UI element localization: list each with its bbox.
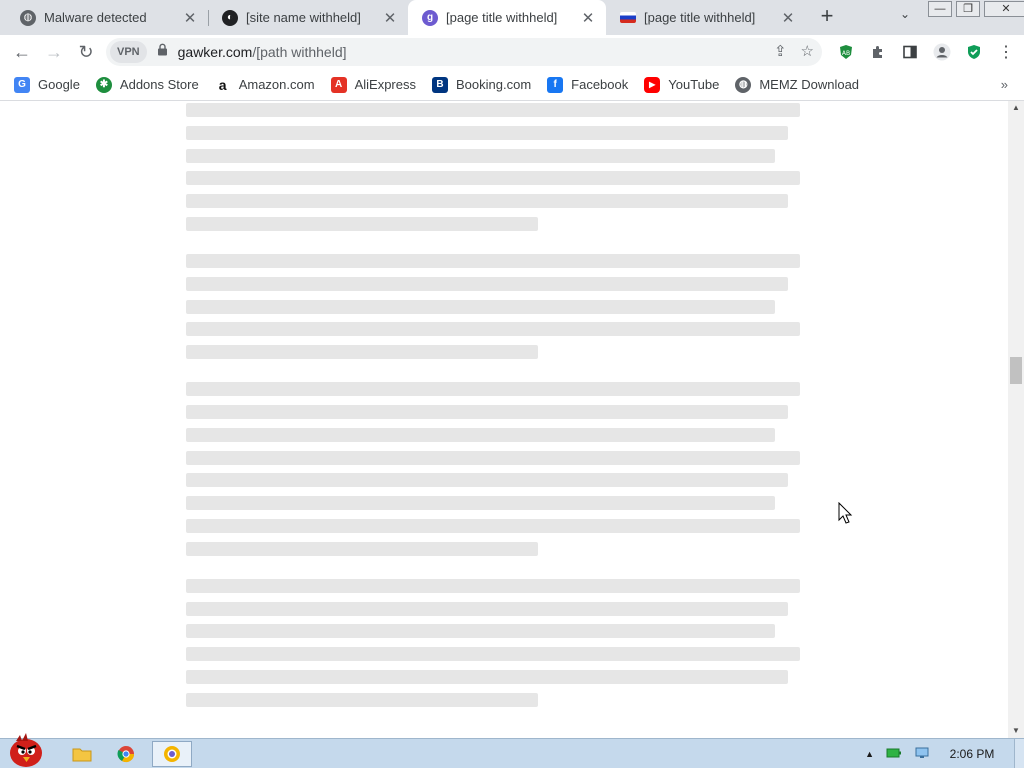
extensions-puzzle-icon[interactable] (866, 38, 890, 66)
bookmarks-bar (0, 69, 1024, 101)
bookmark-label: Facebook (571, 77, 629, 92)
battery-icon[interactable] (886, 747, 902, 762)
text-line-placeholder (186, 542, 538, 556)
youtube-icon: ▶ (644, 77, 660, 93)
scrollbar-thumb[interactable] (1010, 357, 1022, 384)
bookmark-label: Addons Store (119, 77, 199, 92)
text-line-placeholder (186, 217, 538, 231)
addons-icon: ✱ (96, 77, 112, 93)
profile-avatar-icon[interactable] (930, 38, 954, 66)
facebook-icon: f (547, 77, 563, 93)
chrome-icon[interactable] (106, 741, 146, 767)
bookmark-aliexpress[interactable] (331, 77, 416, 93)
text-line-placeholder (186, 602, 788, 616)
tab-4[interactable] (606, 0, 806, 35)
tab-title: [page title withheld] (446, 10, 558, 25)
bookmark-google[interactable] (14, 77, 80, 93)
browser-taskbar-button[interactable] (152, 741, 192, 767)
bookmark-label: YouTube (668, 77, 720, 92)
text-line-placeholder (186, 345, 538, 359)
bookmark-label: Booking.com (456, 77, 532, 92)
bookmark-star-icon[interactable]: ☆ (800, 43, 814, 60)
tab-active[interactable] (408, 0, 606, 35)
text-line-placeholder (186, 300, 775, 314)
reload-button[interactable]: ↻ (78, 41, 94, 62)
clock[interactable]: 2:06 PM (949, 747, 995, 761)
article-paragraph-placeholder (186, 579, 826, 707)
tab-close-icon[interactable]: ✕ (581, 9, 595, 27)
text-line-placeholder (186, 194, 788, 208)
article-paragraph-placeholder (186, 103, 826, 231)
text-line-placeholder (186, 693, 538, 707)
text-line-placeholder (186, 473, 788, 487)
text-line-placeholder (186, 519, 800, 533)
share-icon[interactable]: ⇪ (773, 43, 787, 60)
booking-icon: B (432, 77, 448, 93)
article-body (186, 101, 826, 730)
back-button[interactable]: ← (13, 41, 31, 62)
url-text[interactable] (178, 44, 347, 60)
bookmark-label: Google (38, 77, 80, 92)
bookmark-label: Amazon.com (238, 77, 315, 92)
scroll-down-arrow[interactable]: ▼ (1012, 726, 1020, 735)
url-host: gawker.com (177, 44, 253, 60)
text-line-placeholder (186, 277, 788, 291)
bookmark-facebook[interactable] (547, 77, 628, 93)
tab-search-button[interactable]: ⌄ (899, 7, 911, 21)
show-desktop-button[interactable] (1014, 739, 1024, 768)
lock-icon[interactable] (157, 43, 168, 61)
close-window-button[interactable]: ✕ (984, 1, 1024, 17)
tab-close-icon[interactable]: ✕ (781, 9, 795, 27)
article-paragraph-placeholder (186, 254, 826, 359)
omnibox-actions (774, 42, 814, 60)
start-button-bird-icon[interactable] (2, 731, 50, 768)
tab-close-icon[interactable]: ✕ (383, 9, 397, 27)
url-path: /[path withheld] (252, 44, 347, 60)
vpn-badge[interactable]: VPN (110, 41, 147, 63)
side-panel-icon[interactable] (898, 38, 922, 66)
text-line-placeholder (186, 254, 800, 268)
flag-icon (620, 12, 636, 23)
bookmark-addons-store[interactable] (96, 77, 199, 93)
text-line-placeholder (186, 451, 800, 465)
mouse-cursor-icon (838, 502, 854, 531)
vertical-scrollbar[interactable] (1008, 101, 1024, 738)
tab-title: Malware detected (44, 10, 147, 25)
browser-toolbar (0, 35, 1024, 69)
bookmark-memz-download[interactable] (735, 77, 859, 93)
bookmarks-overflow-button[interactable]: » (1000, 77, 1008, 92)
text-line-placeholder (186, 405, 788, 419)
text-line-placeholder (186, 103, 800, 117)
restore-button[interactable]: ❐ (956, 1, 980, 17)
shield-extension-icon[interactable] (962, 38, 986, 66)
address-bar[interactable] (106, 38, 822, 66)
article-paragraph-placeholder (186, 382, 826, 556)
tab-2[interactable] (208, 0, 408, 35)
adblock-extension-icon[interactable] (834, 38, 858, 66)
text-line-placeholder (186, 647, 800, 661)
text-line-placeholder (186, 171, 800, 185)
browser-menu-icon[interactable]: ⋮ (998, 44, 1014, 61)
amazon-icon: a (215, 77, 231, 93)
system-tray (859, 739, 1024, 768)
page-viewport (0, 101, 1008, 738)
bookmark-label: AliExpress (354, 77, 416, 92)
globe-icon: ◐ (222, 10, 238, 26)
text-line-placeholder (186, 579, 800, 593)
bookmark-label: MEMZ Download (759, 77, 860, 92)
globe-icon: ◍ (20, 10, 36, 26)
gawker-icon: g (422, 10, 438, 26)
tab-malware-detected[interactable] (6, 0, 208, 35)
text-line-placeholder (186, 496, 775, 510)
extensions-area (834, 38, 1018, 66)
new-tab-button[interactable]: + (820, 3, 834, 28)
window-controls (928, 1, 1024, 17)
text-line-placeholder (186, 382, 800, 396)
text-line-placeholder (186, 322, 800, 336)
bookmark-booking[interactable] (432, 77, 531, 93)
tab-title: [page title withheld] (644, 10, 756, 25)
tab-strip (0, 0, 1024, 35)
svg-text:AB: AB (841, 50, 851, 57)
file-explorer-icon[interactable] (62, 741, 102, 767)
tab-close-icon[interactable]: ✕ (183, 9, 197, 27)
bookmark-amazon[interactable] (215, 77, 315, 93)
text-line-placeholder (186, 149, 775, 163)
network-icon[interactable] (914, 747, 930, 762)
aliexpress-icon: A (331, 77, 347, 93)
text-line-placeholder (186, 670, 788, 684)
google-icon: G (14, 77, 30, 93)
tab-title: [site name withheld] (246, 10, 361, 25)
minimize-button[interactable]: — (928, 1, 952, 17)
text-line-placeholder (186, 126, 788, 140)
forward-button[interactable]: → (45, 41, 63, 62)
scroll-up-arrow[interactable]: ▲ (1012, 103, 1020, 112)
bookmark-youtube[interactable] (644, 77, 719, 93)
tray-expand-icon[interactable]: ▲ (865, 749, 874, 759)
text-line-placeholder (186, 428, 775, 442)
taskbar (0, 738, 1024, 768)
globe-icon: ◍ (735, 77, 751, 93)
text-line-placeholder (186, 624, 775, 638)
